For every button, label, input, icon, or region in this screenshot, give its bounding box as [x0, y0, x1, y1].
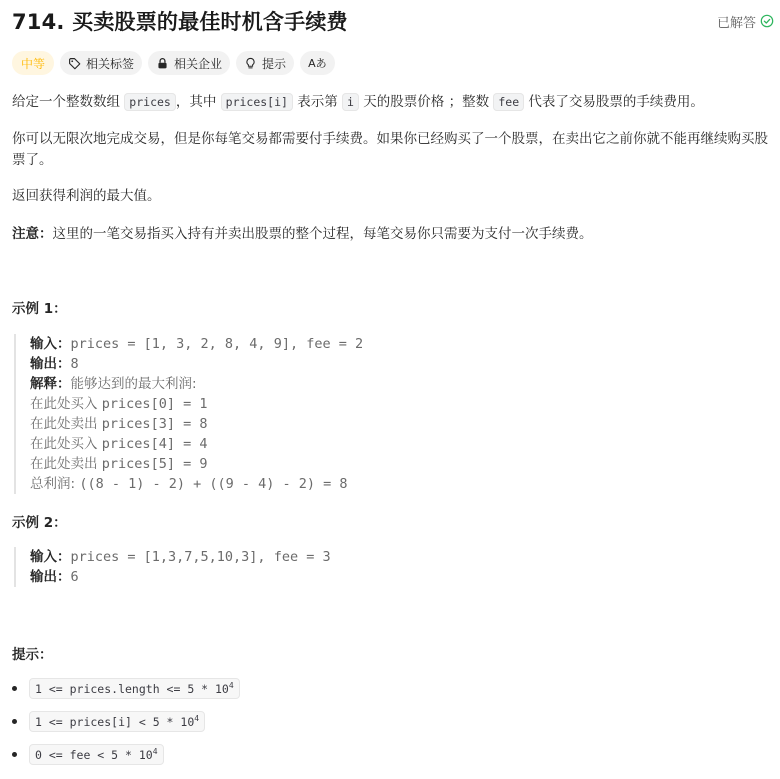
desc-text: 给定一个整数数组 [12, 94, 125, 110]
related-companies-button[interactable] [148, 51, 230, 75]
output-value: 8 [70, 356, 79, 372]
solved-label: 已解答 [716, 15, 756, 31]
step-code: prices[4] = 4 [101, 436, 208, 452]
translate-icon: Aあ [308, 57, 327, 70]
total-code: ((8 - 1) - 2) + ((9 - 4) - 2) = 8 [79, 476, 348, 492]
input-value: prices = [1,3,7,5,10,3], fee = 3 [70, 549, 331, 565]
step-code: prices[3] = 8 [101, 416, 208, 432]
constraint-code [29, 744, 164, 765]
related-companies-label: 相关企业 [174, 56, 223, 71]
constraint-exponent: 4 [228, 681, 234, 690]
difficulty-label: 中等 [21, 56, 46, 71]
step-text: 在此处买入 [30, 436, 102, 452]
input-label: 输入： [30, 336, 71, 352]
solved-status[interactable] [717, 12, 774, 31]
explain-text: 能够达到的最大利润: [70, 376, 197, 392]
tag-bar [12, 51, 335, 75]
step-code: prices[5] = 9 [101, 456, 208, 472]
problem-title[interactable]: 714. 买卖股票的最佳时机含手续费 [12, 10, 348, 34]
related-tags-label: 相关标签 [86, 56, 135, 71]
step-text: 在此处买入 [30, 396, 102, 412]
total-text: 总利润: [30, 476, 80, 492]
check-circle-icon [760, 14, 774, 28]
example-2-block [14, 547, 331, 587]
description-paragraph-1 [12, 92, 770, 113]
description-paragraph-3: 返回获得利润的最大值。 [12, 188, 161, 204]
inline-code: i [342, 93, 359, 111]
step-text: 在此处卖出 [30, 456, 102, 472]
difficulty-badge [12, 51, 54, 75]
output-value: 6 [70, 569, 79, 585]
desc-text: ，其中 [175, 94, 221, 110]
lock-icon [156, 57, 169, 70]
constraint-exponent: 4 [194, 714, 200, 723]
note-label: 注意： [12, 226, 53, 242]
inline-code: prices [124, 93, 176, 111]
example-1-block [14, 334, 363, 494]
translate-button[interactable] [300, 51, 335, 75]
lightbulb-icon [244, 57, 257, 70]
description-paragraph-2: 你可以无限次地完成交易，但是你每笔交易都需要付手续费。如果你已经购买了一个股票，在卖出它之前你就不能再继续购买股票了。 [12, 131, 768, 168]
constraint-code [29, 711, 205, 732]
bullet-dot [12, 686, 17, 691]
input-value: prices = [1, 3, 2, 8, 4, 9], fee = 2 [70, 336, 364, 352]
inline-code: fee [493, 93, 524, 111]
example-2-title: 示例 2： [12, 515, 67, 531]
desc-text: 表示第 [292, 94, 343, 110]
input-label: 输入： [30, 549, 71, 565]
constraint-item [12, 744, 164, 765]
constraint-text: 1 <= prices.length <= 5 * 10 [35, 681, 229, 696]
output-label: 输出： [30, 356, 71, 372]
step-text: 在此处卖出 [30, 416, 102, 432]
description-note [12, 224, 770, 245]
output-label: 输出： [30, 569, 71, 585]
desc-text: 代表了交易股票的手续费用。 [524, 94, 704, 110]
desc-text: 天的股票价格 ；整数 [358, 94, 494, 110]
hint-button[interactable] [236, 51, 294, 75]
related-tags-button[interactable] [60, 51, 142, 75]
constraint-exponent: 4 [152, 747, 158, 756]
inline-code: prices[i] [221, 93, 293, 111]
bullet-dot [12, 752, 17, 757]
constraints-title: 提示： [12, 647, 53, 663]
explain-label: 解释： [30, 376, 71, 392]
step-code: prices[0] = 1 [101, 396, 208, 412]
note-text: 这里的一笔交易指买入持有并卖出股票的整个过程，每笔交易你只需要为支付一次手续费。 [52, 226, 593, 242]
constraint-item [12, 711, 205, 732]
title-row [12, 6, 774, 36]
constraint-text: 1 <= prices[i] < 5 * 10 [35, 714, 195, 729]
constraint-text: 0 <= fee < 5 * 10 [35, 747, 153, 762]
example-1-title: 示例 1： [12, 301, 67, 317]
constraint-code [29, 678, 240, 699]
constraint-item [12, 678, 240, 699]
bullet-dot [12, 719, 17, 724]
hint-label: 提示 [262, 56, 287, 71]
tag-icon [68, 57, 81, 70]
